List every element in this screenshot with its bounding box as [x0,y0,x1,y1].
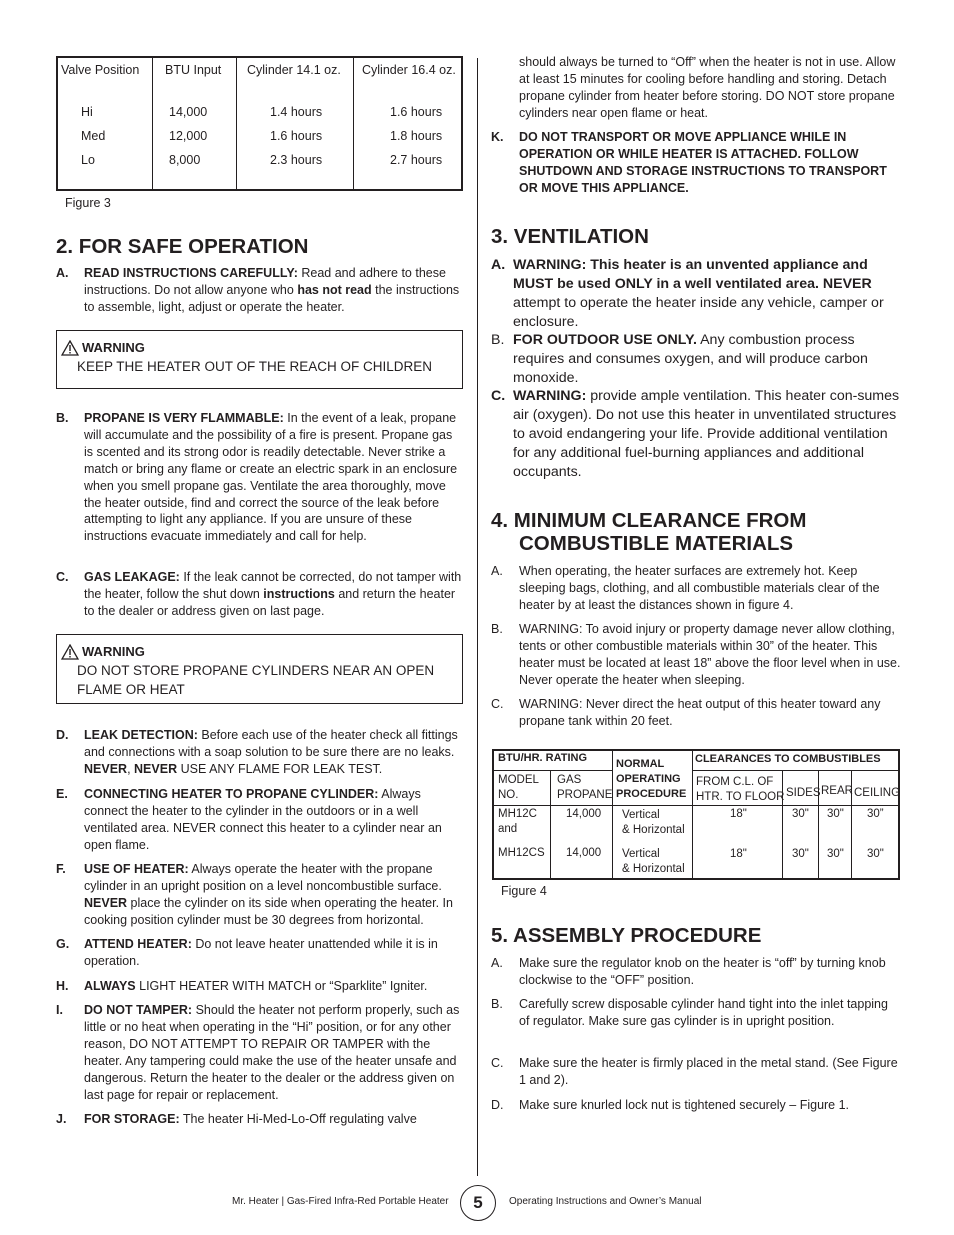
section2-item-k: K. DO NOT TRANSPORT OR MOVE APPLIANCE WHILE IN OPERATION OR WHILE HEATER IS ATTACHED. FOLLOW SHUTDOWN AND STORAGE INSTRUCTIONS TO TRANSPORT OR MOVE THIS APPLIANCE. [491,130,887,195]
section2-item-g: G. ATTEND HEATER: Do not leave heater unattended while it is in operation. [56,937,438,968]
warning-box-storage [56,634,463,704]
fig3-cell: 12,000 [169,129,208,143]
section4-item-c: C. WARNING: Never direct the heat output of this heater toward any propane tank within 20 feet. [491,697,881,728]
fig3-header-valve: Valve Position [61,63,140,77]
fig3-cell: 8,000 [169,153,201,167]
section4-item-a: A. When operating, the heater surfaces are extremely hot. Keep sleeping bags, clothing, and all combustible materials clear of the heater by at least the distances shown in figure 4. [491,564,880,612]
fig3-cell: Lo [81,153,95,167]
fig4-header-floor1: FROM C.L. OF [696,776,774,788]
section4-title-line1: 4. MINIMUM CLEARANCE FROM [491,509,807,532]
section3-title: 3. VENTILATION [491,225,649,248]
section3-item-a: A. WARNING: This heater is an unvented appliance and MUST be used ONLY in a well ventilated area. NEVER attempt to operate the heater inside any vehicle, camper or enclosure. [491,257,884,330]
page-number: 5 [460,1185,496,1221]
section3-item-c: C. WARNING: provide ample ventilation. This heater con-sumes air (oxygen). Do not use this heater in unventilated structures to avoid endangering your life. Provide additional ventilation for any additional fuel-burning appliances and additional occupants. [491,388,900,480]
figure3-caption: Figure 3 [65,196,111,210]
warning-text: KEEP THE HEATER OUT OF THE REACH OF CHILDREN [77,359,433,374]
fig4-cell: 18" [730,808,747,820]
fig3-cell: 1.6 hours [390,105,443,119]
fig3-header-btu: BTU Input [165,63,222,77]
warning-heading: WARNING [61,338,462,357]
warning-triangle-icon [61,340,79,356]
fig3-cell: 1.4 hours [270,105,323,119]
fig4-cell: 30" [792,808,809,820]
fig3-header-cyl164: Cylinder 16.4 oz. [362,63,456,77]
fig4-header-ceiling: CEILING [854,787,901,799]
warning-heading: WARNING [61,642,462,661]
section2-item-b: B. PROPANE IS VERY FLAMMABLE: In the event of a leak, propane will accumulate and the possibility of a fire is present. Propane gas is scented and its strong odor is readily detectable. Never strike a match or bring any flame or create an electric spark in an enclosure when you smell propane gas. Ventilate the area thoroughly, move the heater outside, find and correct the source of the leak before attempting to light any appliance. If you are unsure of these instructions evacuate immediately and call for help. [56,411,458,544]
section2-item-c: C. GAS LEAKAGE: If the leak cannot be corrected, do not tamper with the heater, follow the shut down instructions and return the heater to the dealer or address given on last page. [56,570,462,618]
fig4-cell: and [498,823,518,835]
fig3-cell: 14,000 [169,105,208,119]
figure3-table [56,56,463,191]
fig4-header-no: NO. [498,789,519,801]
section2-item-e: E. CONNECTING HEATER TO PROPANE CYLINDER: Always connect the heater to the cylinder in the outdoors or in a well ventilated area. NEVER connect this heater to a cylinder near an open flame. [56,787,442,852]
warning-box-children [56,330,463,389]
section3-item-b: B. FOR OUTDOOR USE ONLY. Any combustion process requires and consumes oxygen, and will produce carbon monoxide. [491,332,868,386]
fig4-header-model: MODEL [498,774,539,786]
fig4-cell: 30" [827,808,844,820]
section4-item-b: B. WARNING: To avoid injury or property damage never allow clothing, tents or other combustible materials within 30” of the heater. This heater must be located at least 18” above the floor level when in use. Never operate the heater when sleeping. [491,622,901,687]
fig4-cell: 30” [867,808,884,820]
section2-item-j: J. FOR STORAGE: The heater Hi-Med-Lo-Off regulating valve [56,1112,417,1126]
footer-product-name: Mr. Heater | Gas-Fired Infra-Red Portable Heater [232,1196,449,1207]
figure4-table [492,749,900,880]
fig4-cell: 14,000 [566,808,602,820]
section2-item-h: H. ALWAYS LIGHT HEATER WITH MATCH or “Sparklite” Igniter. [56,979,428,993]
fig4-header-normal: NORMAL [616,758,665,770]
fig4-cell: Vertical [622,809,660,821]
section5-item-d: D. Make sure knurled lock nut is tightened securely – Figure 1. [491,1098,850,1112]
section2-item-i: I. DO NOT TAMPER: Should the heater not perform properly, such as little or no heat when operating in the “Hi” position, or for any other reason, DO NOT ATTEMPT TO REPAIR OR TAMPER with the heater. Any tampering could make the use of the heater unsafe and dangerous. Return the heater to the dealer or the address given on last page for repair or replacement. [56,1003,460,1102]
fig4-cell: MH12CS [498,847,545,859]
section5-item-a: A. Make sure the regulator knob on the heater is “off” by turning knob clockwise to the “OFF” position. [491,956,886,987]
footer-manual-title: Operating Instructions and Owner’s Manual [509,1196,702,1207]
fig4-header-rear: REAR [821,785,853,797]
fig4-cell: Vertical [622,848,660,860]
fig4-header-sides: SIDES [786,787,821,799]
column-divider [477,58,478,1176]
section2-title: 2. FOR SAFE OPERATION [56,235,309,258]
fig4-cell: MH12C [498,808,537,820]
fig4-header-propane: PROPANE [557,789,613,801]
fig3-cell: 1.6 hours [270,129,323,143]
fig4-cell: 30" [867,848,884,860]
fig4-cell: 18" [730,848,747,860]
fig4-header-operating: OPERATING [616,773,681,785]
fig3-cell: 2.7 hours [390,153,443,167]
section5-item-c: C. Make sure the heater is firmly placed in the metal stand. (See Figure 1 and 2). [491,1056,898,1087]
fig4-header-clearances: CLEARANCES TO COMBUSTIBLES [695,753,881,765]
warning-triangle-icon [61,644,79,660]
fig3-cell: 2.3 hours [270,153,323,167]
warning-text: DO NOT STORE PROPANE CYLINDERS NEAR AN OPEN FLAME OR HEAT [77,663,435,697]
section2-item-f: F. USE OF HEATER: Always operate the heater with the propane cylinder in an upright position on a level noncombustible surface. NEVER place the cylinder on its side when operating the heater. In cooking position cylinder must be 30 degrees from horizontal. [56,862,453,927]
fig4-header-procedure: PROCEDURE [616,788,687,800]
figure4-caption: Figure 4 [501,884,547,898]
section2-item-d: D. LEAK DETECTION: Before each use of the heater check all fittings and connections with a soap solution to be sure there are no leaks. NEVER, NEVER USE ANY FLAME FOR LEAK TEST. [56,728,458,776]
section2-item-j-continued: should always be turned to “Off” when the heater is not in use. Allow at least 15 minutes for cooling before handling and storing. Detach propane cylinder from heater before storing. DO NOT store propane cylinders near open flame or heat. [519,55,896,120]
section4-title-line2: COMBUSTIBLE MATERIALS [519,532,794,555]
fig3-header-cyl141: Cylinder 14.1 oz. [247,63,341,77]
section2-item-a: A. READ INSTRUCTIONS CAREFULLY: Read and adhere to these instructions. Do not allow anyone who has not read the instructions to assemble, light, adjust or operate the heater. [56,266,460,314]
fig4-cell: 14,000 [566,847,602,859]
fig3-cell: 1.8 hours [390,129,443,143]
fig4-cell: & Horizontal [622,824,685,836]
fig4-cell: & Horizontal [622,863,685,875]
fig4-cell: 30" [792,848,809,860]
fig4-header-btu: BTU/HR. RATING [498,752,588,764]
fig4-header-floor2: HTR. TO FLOOR [696,791,785,803]
section5-title: 5. ASSEMBLY PROCEDURE [491,924,762,947]
fig4-header-gas: GAS [557,774,582,786]
fig4-cell: 30" [827,848,844,860]
section5-item-b: B. Carefully screw disposable cylinder hand tight into the inlet tapping of regulator. Make sure gas cylinder is in upright position. [491,997,888,1028]
fig3-cell: Hi [81,105,93,119]
fig3-cell: Med [81,129,106,143]
